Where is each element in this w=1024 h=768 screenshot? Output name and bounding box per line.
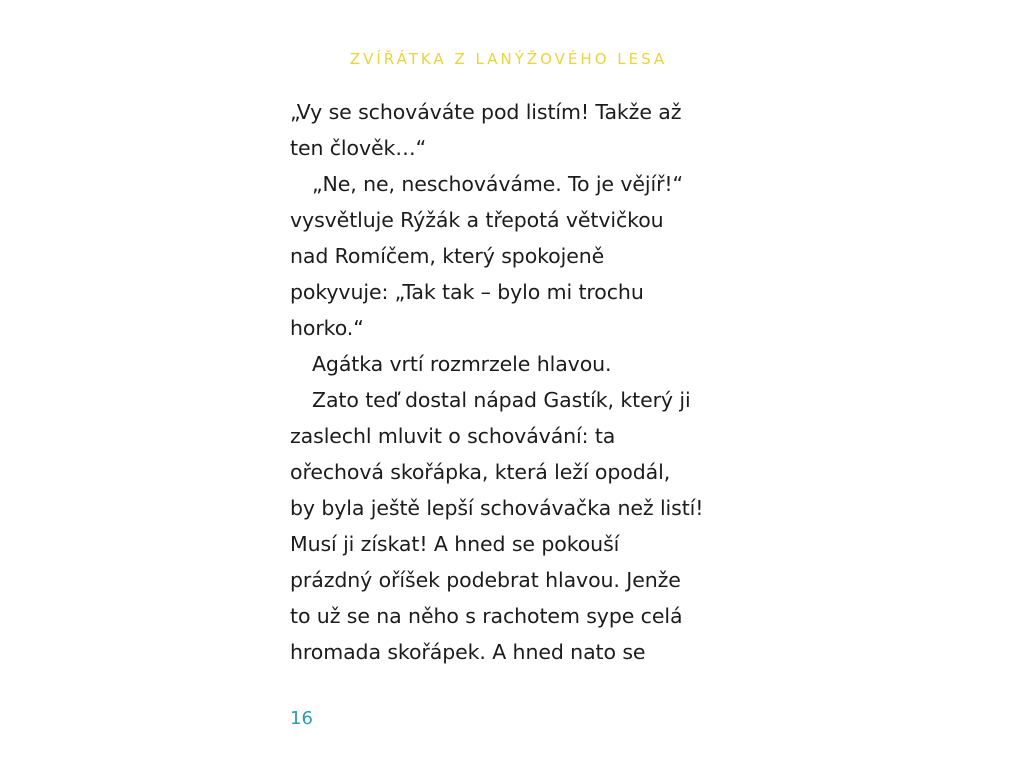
text-line-8: Agátka vrtí rozmrzele hlavou. bbox=[312, 352, 612, 376]
page-number: 16 bbox=[290, 708, 313, 729]
text-line-6: pokyvuje: „Tak tak – bylo mi trochu bbox=[290, 280, 644, 304]
text-line-15: to už se na něho s rachotem sype celá bbox=[290, 604, 683, 628]
text-line-9: Zato teď dostal nápad Gastík, který ji bbox=[312, 388, 691, 412]
running-head: ZVÍŘÁTKA Z LANÝŽOVÉHO LESA bbox=[349, 50, 668, 68]
text-line-14: prázdný oříšek podebrat hlavou. Jenže bbox=[290, 568, 681, 592]
text-line-1: „Vy se schováváte pod listím! Takže až bbox=[290, 100, 682, 124]
text-line-11: ořechová skořápka, která leží opodál, bbox=[290, 460, 671, 484]
text-line-4: vysvětluje Rýžák a třepotá větvičkou bbox=[290, 208, 664, 232]
text-line-2: ten člověk…“ bbox=[290, 136, 427, 160]
body-text bbox=[290, 94, 740, 670]
text-line-10: zaslechl mluvit o schovávání: ta bbox=[290, 424, 616, 448]
text-line-16: hromada skořápek. A hned nato se bbox=[290, 640, 646, 664]
text-line-3: „Ne, ne, neschováváme. To je vějíř!“ bbox=[312, 172, 684, 196]
text-line-13: Musí ji získat! A hned se pokouší bbox=[290, 532, 620, 556]
text-line-12: by byla ještě lepší schovávačka než listí! bbox=[290, 496, 704, 520]
text-line-5: nad Romíčem, který spokojeně bbox=[290, 244, 605, 268]
text-line-7: horko.“ bbox=[290, 316, 364, 340]
